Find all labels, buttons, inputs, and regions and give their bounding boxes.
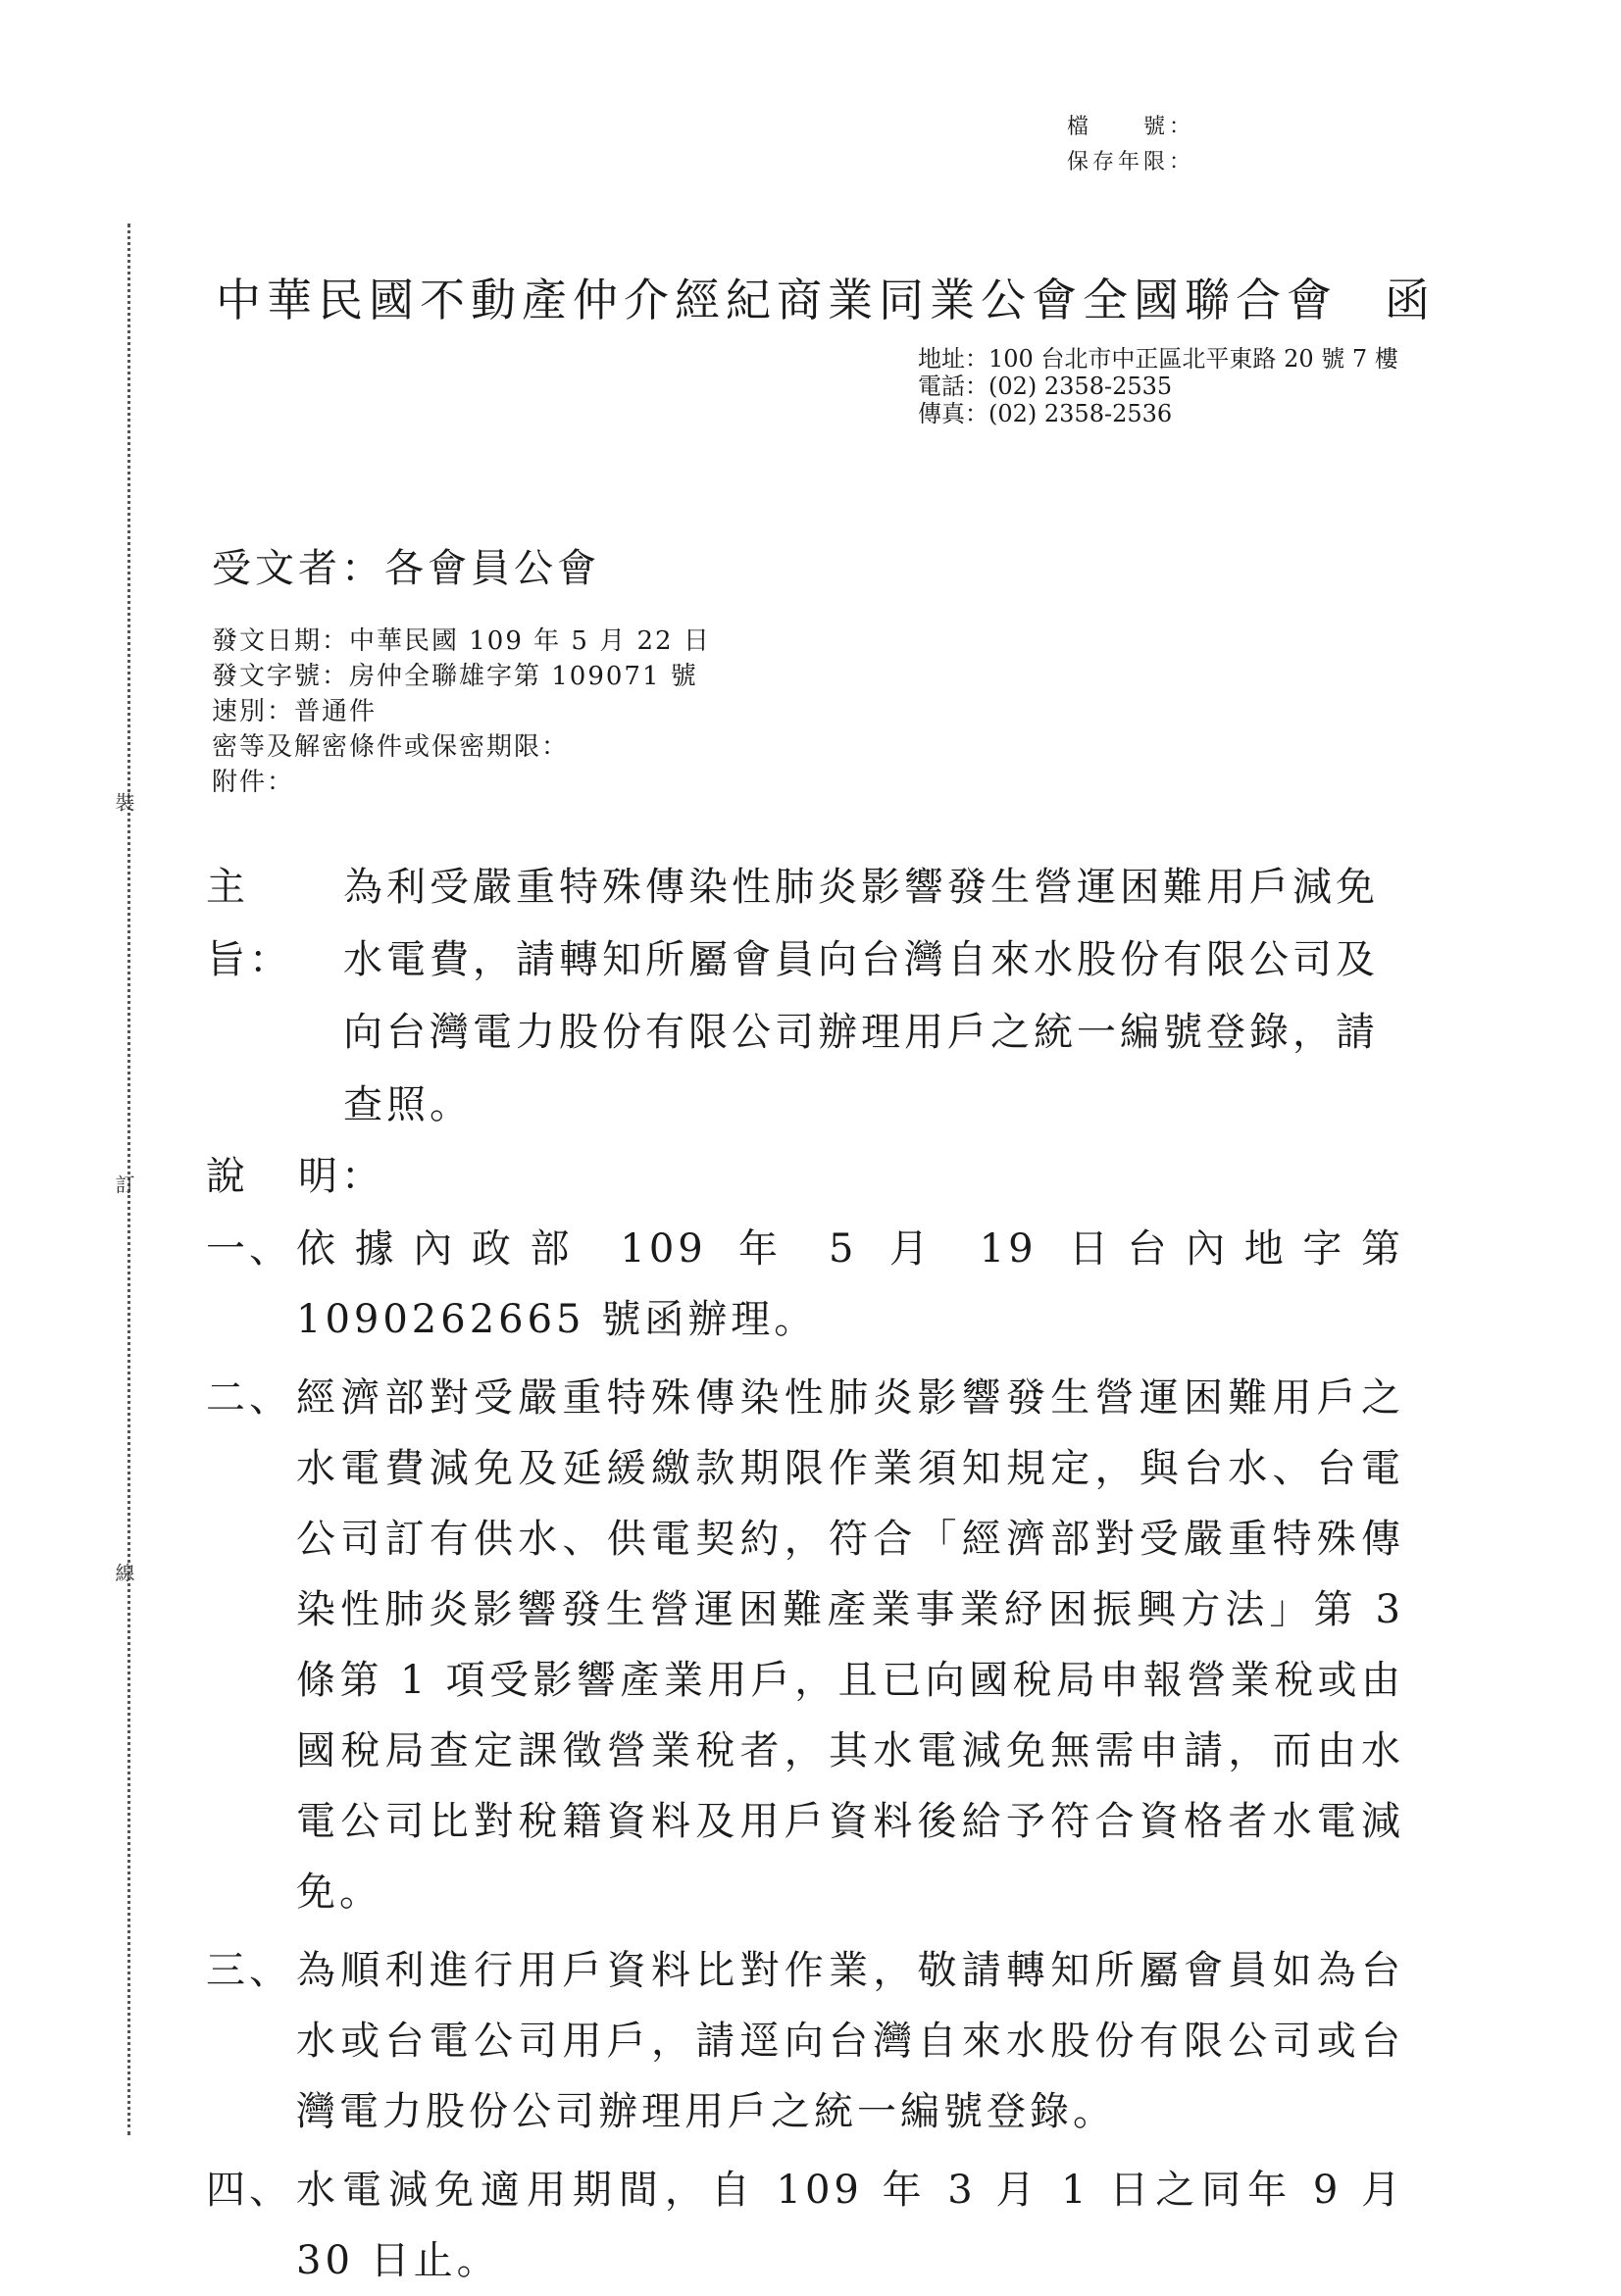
explanation-item <box>206 1935 1422 2147</box>
binding-mark-ding: 訂 <box>112 1174 135 1194</box>
item-text: 依據內政部 109 年 5 月 19 日台內地字第 1090262665 號函辦理。 <box>296 1226 1404 1342</box>
issue-date: 發文日期：中華民國 109 年 5 月 22 日 <box>212 626 711 656</box>
item-text: 水電減免適用期間，自 109 年 3 月 1 日之同年 9 月 30 日止。 <box>296 2168 1404 2283</box>
file-number-label: 檔 號： <box>1067 115 1195 139</box>
item-number: 三、 <box>206 1948 292 1993</box>
archive-info <box>1067 110 1194 180</box>
phone: 電話：(02) 2358-2535 <box>918 373 1173 400</box>
subject-section <box>206 851 1422 1141</box>
attachments: 附件： <box>212 768 295 797</box>
item-number: 四、 <box>206 2168 292 2213</box>
binding-mark-zhuang: 裝 <box>112 792 135 812</box>
document-number: 發文字號：房仲全聯雄字第 109071 號 <box>212 662 698 691</box>
subject-label: 主旨： <box>206 865 292 982</box>
subject-text: 為利受嚴重特殊傳染性肺炎影響發生營運困難用戶減免水電費，請轉知所屬會員向台灣自來水股份有限公司及向台灣電力股份有限公司辦理用戶之統一編號登錄，請查照。 <box>343 865 1379 1127</box>
explanation-item <box>206 2155 1422 2296</box>
document-title <box>216 265 1436 329</box>
binding-mark-xian: 線 <box>112 1563 135 1582</box>
item-number: 一、 <box>206 1226 292 1272</box>
fax: 傳真：(02) 2358-2536 <box>918 400 1173 427</box>
security-level: 密等及解密條件或保密期限： <box>212 732 570 762</box>
document-meta <box>212 624 711 800</box>
contact-block <box>918 345 1398 427</box>
document-body <box>206 851 1422 2296</box>
retention-period-label: 保存年限： <box>1067 150 1195 175</box>
explanation-label: 說 明： <box>206 1154 384 1199</box>
address: 地址：100 台北市中正區北平東路 20 號 7 樓 <box>918 345 1398 373</box>
document-type: 函 <box>1385 274 1436 326</box>
delivery-speed: 速別：普通件 <box>212 697 378 726</box>
item-text: 為順利進行用戶資料比對作業，敬請轉知所屬會員如為台水或台電公司用戶，請逕向台灣自來水股份有限公司或台灣電力股份公司辦理用戶之統一編號登錄。 <box>296 1948 1404 2134</box>
issuer-name: 中華民國不動產仲介經紀商業同業公會全國聯合會 <box>216 274 1338 326</box>
item-number: 二、 <box>206 1375 292 1421</box>
recipient: 受文者：各會員公會 <box>212 546 600 591</box>
explanation-item <box>206 1363 1422 1927</box>
item-text: 經濟部對受嚴重特殊傳染性肺炎影響發生營運困難用戶之水電費減免及延緩繳款期限作業須知規定，與台水、台電公司訂有供水、供電契約，符合「經濟部對受嚴重特殊傳染性肺炎影響發生營運困難產業事業紓困振興方法」第 3 條第 1 項受影響產業用戶，且已向國稅局申報營業稅或由國稅局查定課徵營業稅者，其水電減免無需申請，而由水電公司比對稅籍資料及用戶資料後給予符合資格者水電減免。 <box>296 1375 1404 1915</box>
explanation-item <box>206 1214 1422 1355</box>
